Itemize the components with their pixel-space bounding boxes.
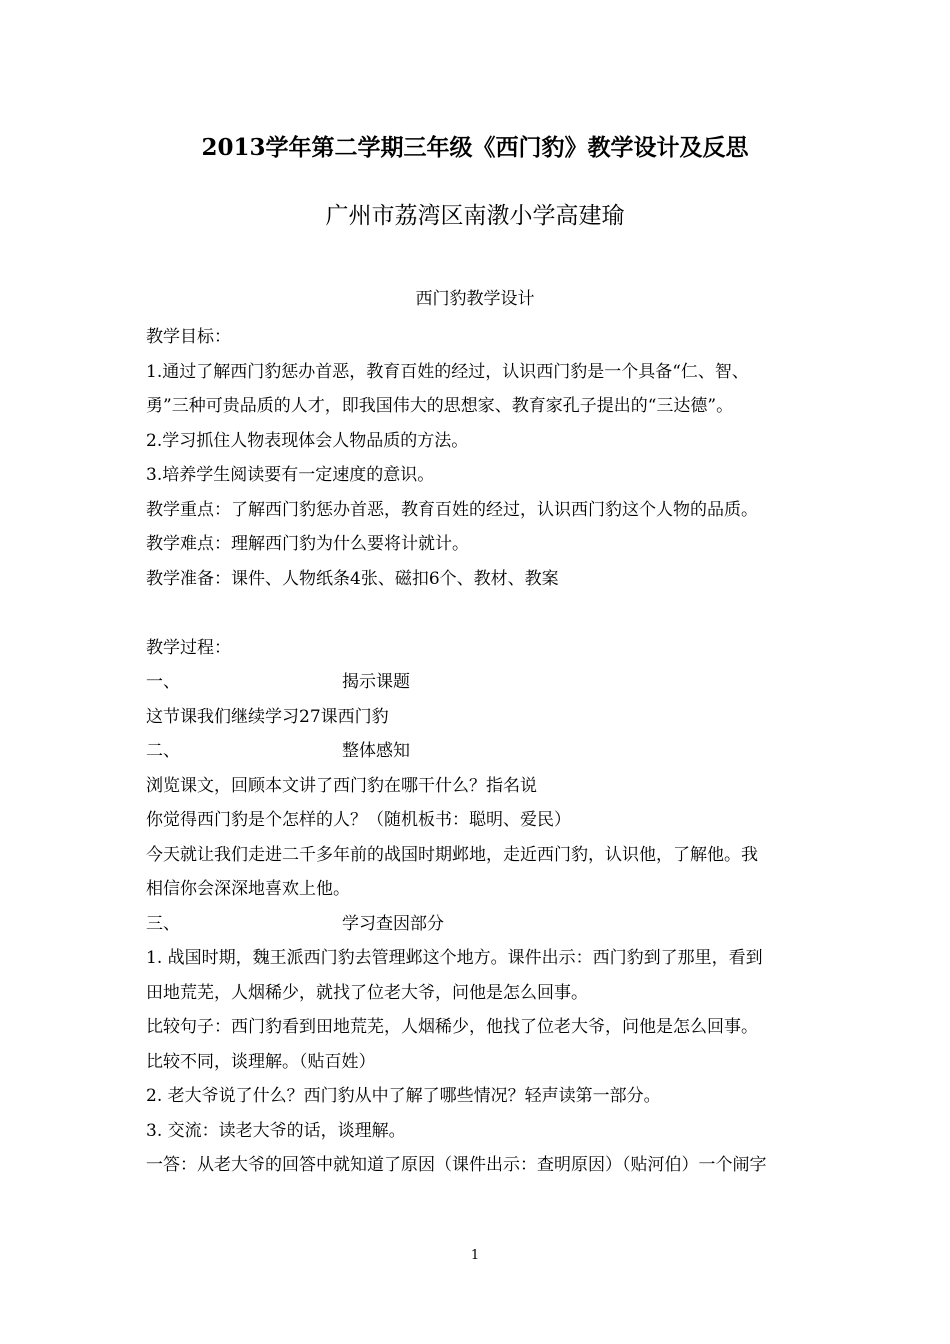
step-2-number: 二、 — [146, 741, 180, 761]
section-title: 西门豹教学设计 — [415, 289, 535, 309]
objectives-heading: 教学目标： — [146, 327, 231, 347]
step-3-title: 学习查因部分 — [342, 913, 444, 934]
step-1-number: 一、 — [146, 672, 180, 692]
objective-3: 3.培养学生阅读要有一定速度的意识。 — [146, 465, 435, 485]
step-3-heading — [146, 907, 826, 942]
step-2-text-1: 浏览课文，回顾本文讲了西门豹在哪干什么？指名说 — [146, 775, 537, 796]
difficulty: 教学难点：理解西门豹为什么要将计就计。 — [146, 534, 469, 554]
step-3-item-1-line-2: 田地荒芜，人烟稀少，就找了位老大爷，问他是怎么回事。 — [146, 982, 588, 1003]
objective-2: 2.学习抓住人物表现体会人物品质的方法。 — [146, 430, 469, 451]
step-3-compare-line-2: 比较不同，谈理解。（贴百姓） — [146, 1051, 376, 1072]
step-2-title: 整体感知 — [342, 741, 410, 761]
objective-1-line-1: 1.通过了解西门豹惩办首恶，教育百姓的经过，认识西门豹是一个具备“仁、智、 — [146, 361, 749, 382]
step-3-item-3: 3. 交流：读老大爷的话，谈理解。 — [146, 1120, 406, 1141]
document-title: 2013学年第二学期三年级《西门豹》教学设计及反思 — [201, 134, 749, 161]
step-2-heading — [146, 734, 826, 769]
step-2-text-2: 你觉得西门豹是个怎样的人？（随机板书：聪明、爱民） — [146, 810, 571, 830]
step-1-title: 揭示课题 — [342, 672, 410, 692]
preparation: 教学准备：课件、人物纸条4张、磁扣6个、教材、教案 — [146, 568, 559, 589]
step-3-item-2: 2. 老大爷说了什么？西门豹从中了解了哪些情况？轻声读第一部分。 — [146, 1086, 661, 1106]
blank-line — [146, 596, 826, 631]
document-body — [146, 320, 826, 1183]
step-1-heading — [146, 665, 826, 700]
author-line: 广州市荔湾区南漖小学高建瑜 — [325, 203, 625, 229]
key-point: 教学重点：了解西门豹惩办首恶，教育百姓的经过，认识西门豹这个人物的品质。 — [146, 499, 758, 520]
step-3-answer-1: 一答：从老大爷的回答中就知道了原因（课件出示：查明原因）（贴河伯）一个闹字 — [146, 1155, 767, 1175]
step-3-compare-line-1: 比较句子：西门豹看到田地荒芜，人烟稀少，他找了位老大爷，问他是怎么回事。 — [146, 1017, 758, 1037]
step-1-text: 这节课我们继续学习27课西门豹 — [146, 706, 389, 727]
step-3-number: 三、 — [146, 913, 180, 934]
step-2-text-3-line-2: 相信你会深深地喜欢上他。 — [146, 879, 350, 899]
objective-1-line-2: 勇”三种可贵品质的人才，即我国伟大的思想家、教育家孔子提出的“三达德”。 — [146, 396, 734, 416]
step-3-item-1-line-1: 1. 战国时期，魏王派西门豹去管理邺这个地方。课件出示：西门豹到了那里，看到 — [146, 948, 763, 968]
step-2-text-3-line-1: 今天就让我们走进二千多年前的战国时期邺地，走近西门豹，认识他，了解他。我 — [146, 844, 758, 865]
process-heading: 教学过程： — [146, 637, 231, 658]
page-number: 1 — [470, 1248, 480, 1263]
